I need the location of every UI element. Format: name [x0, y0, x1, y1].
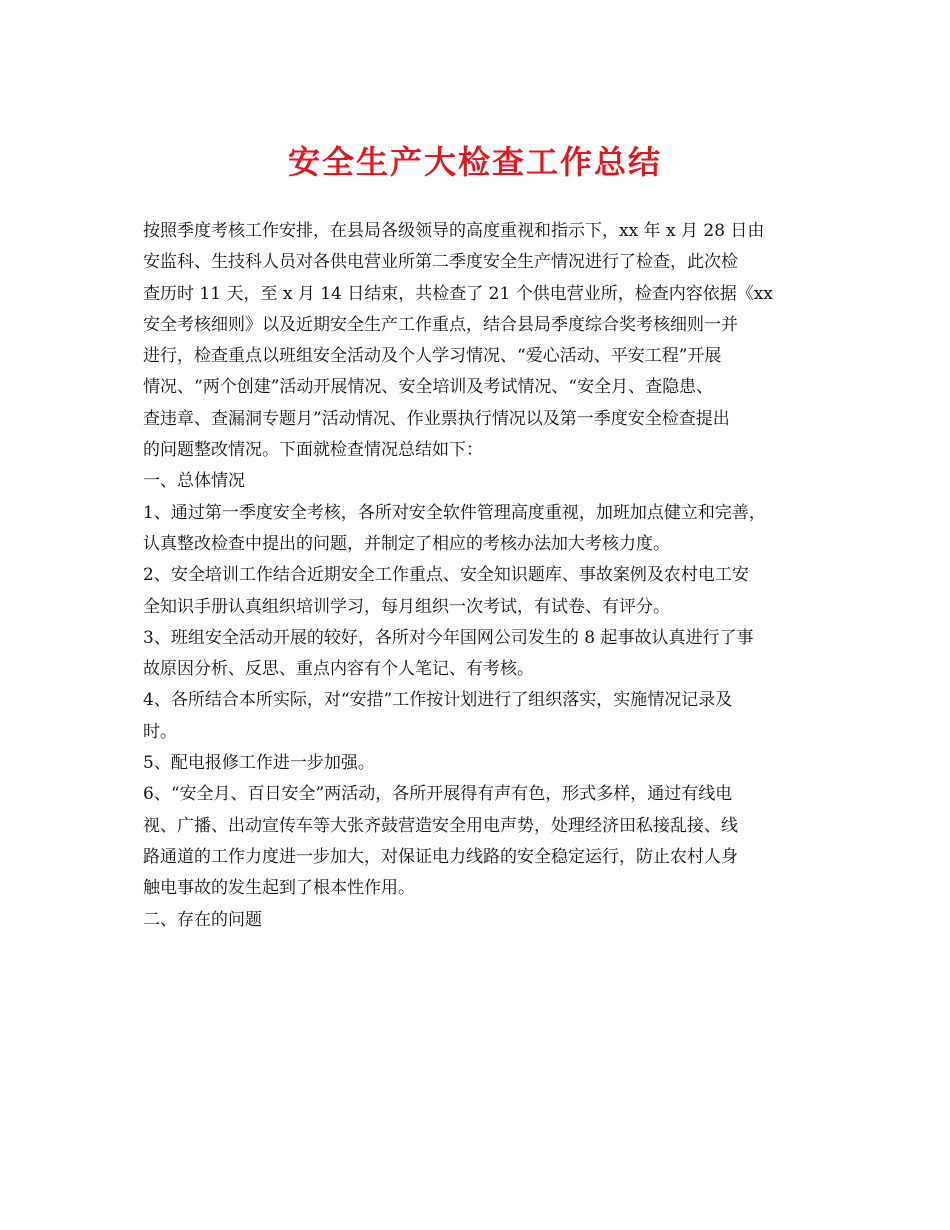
list-item-line: 全知识手册认真组织培训学习，每月组织一次考试，有试卷、有评分。 — [143, 596, 670, 617]
list-item-line: 4、各所结合本所实际，对“安措”工作按计划进行了组织落实，实施情况记录及 — [143, 690, 733, 711]
list-item-line: 2、安全培训工作结合近期安全工作重点、安全知识题库、事故案例及农村电工安 — [143, 565, 749, 586]
list-item-4 — [143, 685, 815, 746]
list-item-line: 时。 — [143, 721, 177, 742]
document-body — [143, 216, 815, 936]
list-item-line: 认真整改检查中提出的问题，并制定了相应的考核办法加大考核力度。 — [143, 533, 670, 554]
intro-line: 的问题整改情况。下面就检查情况总结如下： — [143, 440, 483, 461]
intro-line: 按照季度考核工作安排，在县局各级领导的高度重视和指示下，xx 年 x 月 28 日由 — [143, 221, 765, 241]
intro-line: 查违章、查漏洞专题月”活动情况、作业票执行情况以及第一季度安全检查提出 — [143, 408, 730, 429]
list-item-line: 路通道的工作力度进一步加大，对保证电力线路的安全稳定运行，防止农村人身 — [143, 846, 738, 867]
list-item-line: 触电事故的发生起到了根本性作用。 — [143, 878, 415, 899]
intro-line: 查历时 11 天，至 x 月 14 日结束，共检查了 21 个供电营业所，检查内容依据《xx — [143, 283, 773, 304]
intro-line: 安全考核细则》以及近期安全生产工作重点，结合县局季度综合奖考核细则一并 — [143, 314, 738, 335]
intro-line: 情况、“两个创建”活动开展情况、安全培训及考试情况、“安全月、查隐患、 — [143, 377, 714, 398]
section-heading-overall: 一、总体情况 — [143, 471, 245, 492]
list-item-line: 6、“安全月、百日安全”两活动，各所开展得有声有色，形式多样，通过有线电 — [143, 784, 733, 805]
list-item-2 — [143, 560, 815, 621]
list-item-line: 视、广播、出动宣传车等大张齐鼓营造安全用电声势，处理经济田私接乱接、线 — [143, 815, 738, 836]
section-heading-problems: 二、存在的问题 — [143, 909, 262, 930]
list-item-line: 3、班组安全活动开展的较好，各所对今年国网公司发生的 8 起事故认真进行了事 — [143, 627, 754, 648]
list-item-6 — [143, 779, 815, 903]
list-item-line: 5、配电报修工作进一步加强。 — [143, 753, 375, 774]
intro-paragraph — [143, 216, 815, 465]
list-item-5 — [143, 748, 815, 778]
intro-line: 安监科、生技科人员对各供电营业所第二季度安全生产情况进行了检查，此次检 — [143, 252, 738, 273]
list-item-line: 1、通过第一季度安全考核，各所对安全软件管理高度重视，加班加点健立和完善， — [143, 502, 766, 523]
list-item-line: 故原因分析、反思、重点内容有个人笔记、有考核。 — [143, 659, 534, 680]
document-title: 安全生产大检查工作总结 — [287, 143, 662, 181]
list-item-1 — [143, 498, 815, 559]
intro-line: 进行，检查重点以班组安全活动及个人学习情况、“爱心活动、平安工程”开展 — [143, 346, 722, 367]
list-item-3 — [143, 623, 815, 684]
